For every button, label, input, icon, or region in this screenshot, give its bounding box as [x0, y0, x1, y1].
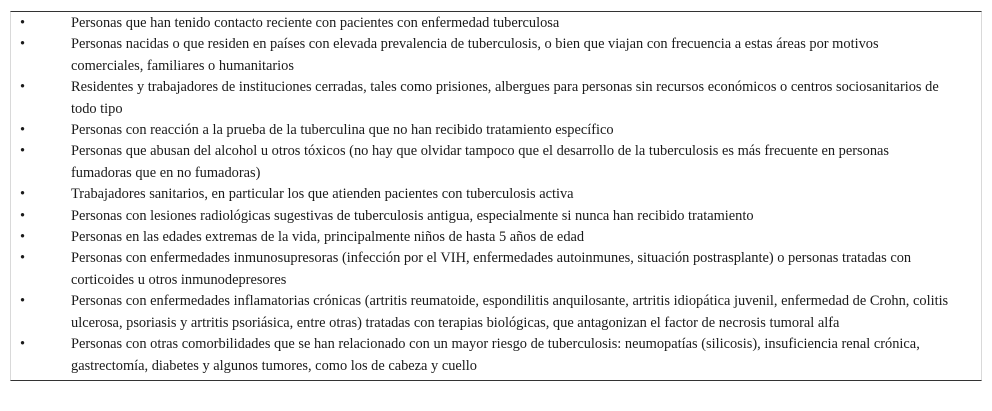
list-item: [11, 291, 981, 334]
bullet-icon: •: [20, 143, 26, 160]
list-item-text: Residentes y trabajadores de instituciones cerradas, tales como prisiones, albergues para personas sin recursos económicos o centros sociosanitarios de todo tipo: [71, 79, 939, 117]
bullet-icon: •: [20, 122, 26, 139]
list-item: [11, 13, 981, 34]
risk-groups-table: [10, 11, 982, 381]
list-item-text: Personas con lesiones radiológicas sugestivas de tuberculosis antigua, especialmente si nunca han recibido tratamiento: [71, 207, 754, 224]
list-item: [11, 184, 981, 205]
bullet-icon: •: [20, 15, 26, 31]
list-item: [11, 120, 981, 141]
list-item: [11, 77, 981, 120]
list-item-text: Trabajadores sanitarios, en particular los que atienden pacientes con tuberculosis activa: [71, 186, 574, 203]
list-item-text: Personas con reacción a la prueba de la tuberculina que no han recibido tratamiento específico: [71, 122, 614, 139]
list-item-text: Personas que han tenido contacto reciente con pacientes con enfermedad tuberculosa: [71, 15, 560, 31]
list-item: [11, 248, 981, 291]
bullet-icon: •: [20, 229, 26, 246]
list-item-text: Personas nacidas o que residen en países con elevada prevalencia de tuberculosis, o bien que viajan con frecuencia a estas áreas por motivos comerciales, familiares o humanitarios: [71, 36, 879, 74]
list-item: [11, 334, 981, 377]
list-item: [11, 206, 981, 227]
bullet-icon: •: [20, 250, 26, 267]
list-item-text: Personas con otras comorbilidades que se han relacionado con un mayor riesgo de tuberculosis: neumopatías (silicosis), insuficiencia renal crónica, gastrectomía, diabetes y algunos tumores, como los de cabeza y cuello: [71, 336, 920, 374]
bullet-icon: •: [20, 293, 26, 310]
bullet-icon: •: [20, 79, 26, 96]
list-item: [11, 141, 981, 184]
list-item-text: Personas que abusan del alcohol u otros tóxicos (no hay que olvidar tampoco que el desarrollo de la tuberculosis es más frecuente en personas fumadoras que en no fumadoras): [71, 143, 890, 181]
list-item-text: Personas en las edades extremas de la vida, principalmente niños de hasta 5 años de edad: [71, 229, 585, 246]
list-item-text: Personas con enfermedades inmunosupresoras (infección por el VIH, enfermedades autoinmunes, situación postrasplante) o personas tratadas con corticoides u otros inmunodepresores: [71, 250, 912, 288]
list-item: [11, 34, 981, 77]
bullet-icon: •: [20, 336, 26, 353]
bullet-icon: •: [20, 186, 26, 203]
list-item: [11, 227, 981, 248]
list-item-text: Personas con enfermedades inflamatorias crónicas (artritis reumatoide, espondilitis anquilosante, artritis idiopática juvenil, enfermedad de Crohn, colitis ulcerosa, psoriasis y artritis psoriásica, entre otras) tratadas con terapias biológicas, que antagonizan el factor de necrosis tumoral alfa: [71, 293, 949, 331]
bullet-icon: •: [20, 36, 26, 53]
bullet-icon: •: [20, 207, 26, 224]
